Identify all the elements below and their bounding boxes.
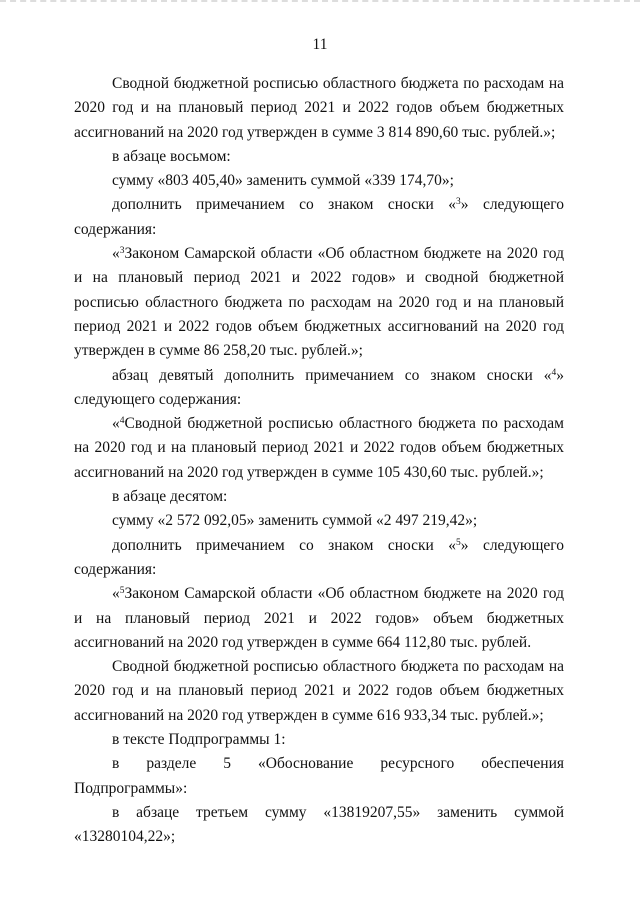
paragraph-8: в абзаце десятом:: [112, 488, 228, 506]
paragraph-7: [74, 412, 564, 485]
paragraph-4-text-end: » следующего содержания:: [74, 196, 564, 238]
footnote-mark-4: 4: [119, 416, 125, 427]
paragraph-14: в разделе 5 «Обоснование ресурсного обеспечения Подпрограммы»:: [74, 755, 564, 797]
paragraph-1: Сводной бюджетной росписью областного бюджета по расходам на 2020 год и на плановый период 2021 и 2022 годов объем бюджетных ассигнований на 2020 год утвержден в сумме 3 814 890,60 тыс. рублей.»;: [74, 75, 564, 141]
paragraph-6: [74, 364, 564, 413]
paragraph-5-open-quote: «: [112, 245, 120, 263]
footnote-mark-5: 5: [119, 586, 125, 597]
footnote-mark-4: 4: [551, 367, 557, 378]
footnote-mark-3: 3: [119, 246, 125, 257]
paragraph-2: в абзаце восьмом:: [112, 147, 231, 165]
paragraph-4-text: дополнить примечанием со знаком сноски «: [112, 196, 457, 214]
paragraph-11-open-quote: «: [112, 585, 120, 603]
footnote-mark-5: 5: [456, 537, 461, 548]
footnote-mark-3: 3: [456, 197, 461, 208]
paragraph-5: [74, 242, 564, 363]
document-body: [74, 72, 564, 850]
paragraph-9: сумму «2 572 092,05» заменить суммой «2 497 219,42»;: [112, 512, 478, 530]
paragraph-6-text-end: » следующего содержания:: [74, 366, 564, 408]
paragraph-7-open-quote: «: [112, 415, 120, 433]
paragraph-4: [74, 193, 564, 242]
paragraph-6-text: абзац девятый дополнить примечанием со знаком сноски «: [112, 366, 552, 384]
paragraph-12: Сводной бюджетной росписью областного бюджета по расходам на 2020 год и на плановый период 2021 и 2022 годов объем бюджетных ассигнований на 2020 год утвержден в сумме 616 933,34 тыс. рублей.»;: [74, 658, 564, 724]
paragraph-3: сумму «803 405,40» заменить суммой «339 174,70»;: [112, 172, 454, 190]
scan-edge-line: [0, 0, 640, 10]
paragraph-10-text-end: » следующего содержания:: [74, 536, 564, 578]
page-number: 11: [312, 36, 328, 53]
paragraph-15: в абзаце третьем сумму «13819207,55» заменить суммой «13280104,22»;: [74, 803, 564, 846]
paragraph-11-text: Законом Самарской области «Об областном бюджете на 2020 год и на плановый период 2021 и 2022 годов» объем бюджетных ассигнований на 2020 год утвержден в сумме 664 112,80 тыс. рублей.: [74, 585, 564, 651]
paragraph-10-text: дополнить примечанием со знаком сноски «: [112, 536, 457, 554]
paragraph-10: [74, 534, 564, 583]
paragraph-13: в тексте Подпрограммы 1:: [112, 731, 286, 749]
paragraph-5-text: Законом Самарской области «Об областном бюджете на 2020 год и на плановый период 2021 и 2022 годов» и сводной бюджетной росписью областного бюджета по расходам на 2020 год и на плановый период 2021 и 2022 годов объем бюджетных ассигнований на 2020 год утвержден в сумме 86 258,20 тыс. рублей.»;: [74, 245, 564, 360]
paragraph-11: [74, 582, 564, 655]
paragraph-7-text: Сводной бюджетной росписью областного бюджета по расходам на 2020 год и на плановый период 2021 и 2022 годов объем бюджетных ассигнований на 2020 год утвержден в сумме 105 430,60 тыс. рублей.»;: [74, 415, 564, 481]
